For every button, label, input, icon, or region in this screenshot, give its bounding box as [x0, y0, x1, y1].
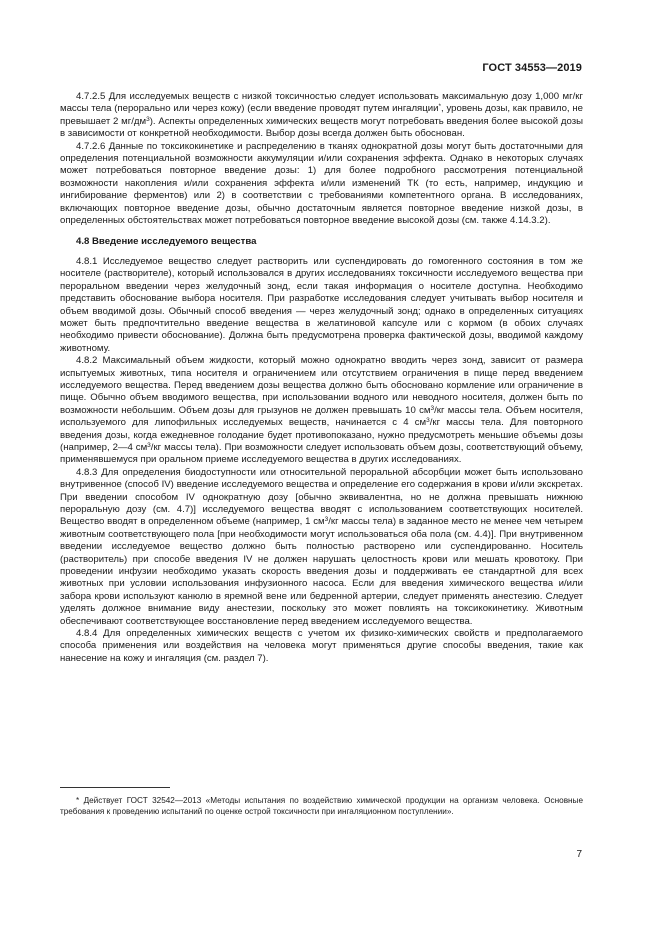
paragraph-4-8-1: 4.8.1 Исследуемое вещество следует растворить или суспендировать до гомогенного состояния в том же носителе (растворителе), который использовался в других исследованиях токсичности исследуемого вещества при пероральном введении через желудочный зонд, если такая информация о носителе доступна. Необходимо представить обоснование выбора носителя. При разработке исследования следует учитывать выбор носителя и объем вводимой дозы. Обычный способ введения — через желудочный зонд; однако в определенных ситуациях может быть предпочтительно введение вещества в желатиновой капсуле или с кормом (в обоих случаях необходимо привести обоснование). Должна быть предусмотрена проверка фактической дозы, вводимой каждому животному.: [60, 255, 583, 354]
footnote-mark: *: [76, 796, 80, 805]
paragraph-4-8-4: 4.8.4 Для определенных химических веществ с учетом их физико-химических свойств и предполагаемого способа применения или воздействия на человека могут применяться другие способы введения, такие как нанесение на кожу и ингаляция (см. раздел 7).: [60, 628, 583, 664]
document-body: [60, 91, 583, 665]
footnote-divider: [60, 787, 170, 788]
paragraph-4-8-2: 4.8.2 Максимальный объем жидкости, который можно однократно вводить через зонд, зависит от размера испытуемых животных, типа носителя и ограничением или отсутствием ограничения в пище перед введением исследуемого вещества. Перед введением дозы вещества должно быть обосновано кормление или ограничение в пище. Обычно объем вводимого вещества, при использовании водного или неводного носителя, должен быть по возможности небольшим. Объем дозы для грызунов не должен превышать 10 $см^3/кг$ массы тела. Объем носителя, используемого для липофильных исследуемых веществ, начинается с 4 $см^3/кг$ массы тела. Для повторного введения дозы, когда ежедневное голодание будет противопоказано, нужно предусмотреть меньшие объемы дозы (например, 2—4 $см^3/кг$ массы тела). При возможности следует использовать объем дозы, соответствующий объему, применявшемуся при оральном приеме исследуемого вещества в других исследованиях.: [60, 355, 584, 466]
footnote-ref: *: [438, 103, 442, 111]
paragraph-4-7-2-6: 4.7.2.6 Данные по токсикокинетике и распределению в тканях однократной дозы могут быть достаточными для определения потенциальной возможности аккумуляции и/или сохранения эффекта. Однако в некоторых случаях может потребоваться повторное введение дозы: 1) для более подробного рассмотрения потенциальной возможности накопления и/или сохранения эффекта и/или изменений ТК (то есть, например, индукцию и ингибирование ферментов) или 2) в соответствии с требованиями компетентного органа. В исследованиях, включающих повторное введение дозы, обычно достаточным является повторное введение низкой дозы, в определенных обстоятельствах может потребоваться повторное введение высокой дозы (см. также 4.14.3.2).: [60, 140, 583, 227]
section-heading-4-8: 4.8 Введение исследуемого вещества: [76, 236, 257, 248]
standard-header: ГОСТ 34553—2019: [482, 62, 582, 74]
footnote: * Действует ГОСТ 32542—2013 «Методы испытания по воздействию химической продукции на организм человека. Основные требования к проведению испытаний по оценке острой токсичности при ингаляционном поступлении».: [60, 796, 583, 816]
page-number: 7: [576, 849, 582, 860]
paragraph-4-7-2-5: 4.7.2.5 Для исследуемых веществ с низкой токсичностью следует использовать максимальную дозу 1,000 мг/кг массы тела (перорально или через кожу) (если введение проводят путем ингаляции*, уровень дозы, как правило, не превышает 2 $мг/дм^3$). Аспекты определенных химических веществ могут потребовать введения более высокой дозы в зависимости от конкретной необходимости. Выбор дозы всегда должен быть обоснован.: [60, 91, 583, 140]
paragraph-4-8-3: 4.8.3 Для определения биодоступности или относительной пероральной абсорбции может быть использовано внутривенное (способ IV) введение исследуемого вещества и определение его содержания в крови и/или экскретах. При введении способом IV однократную дозу [обычно эквивалентна, но не должна превышать нижнюю пероральную дозу (см. 4.7)] исследуемого вещества вводят с использованием соответствующих носителей. Вещество вводят в определенном объеме (например, 1 $см^3/кг$ массы тела) в заданное место не менее чем четырем животным соответствующего пола [при необходимости могут использоваться оба пола (см. 4.4)]. При внутривенном введении исследуемое вещество должно быть полностью растворено или суспендированно. Носитель (растворитель) при способе введения IV не должен нарушать целостность крови или мешать кровотоку. При проведении инфузии необходимо указать скорость введения дозы и поддерживать ее стандартной для всех животных при условии использования инфузионного насоса. Если для введения химического вещества и/или забора крови используют канюлю в яремной вене или бедренной артерии, следует применять анестезию. Следует уделять должное внимание виду анестезии, поскольку это может повлиять на токсикокинетику. Животным обеспечивают соответствующее восстановление перед введением исследуемого вещества.: [60, 466, 583, 627]
